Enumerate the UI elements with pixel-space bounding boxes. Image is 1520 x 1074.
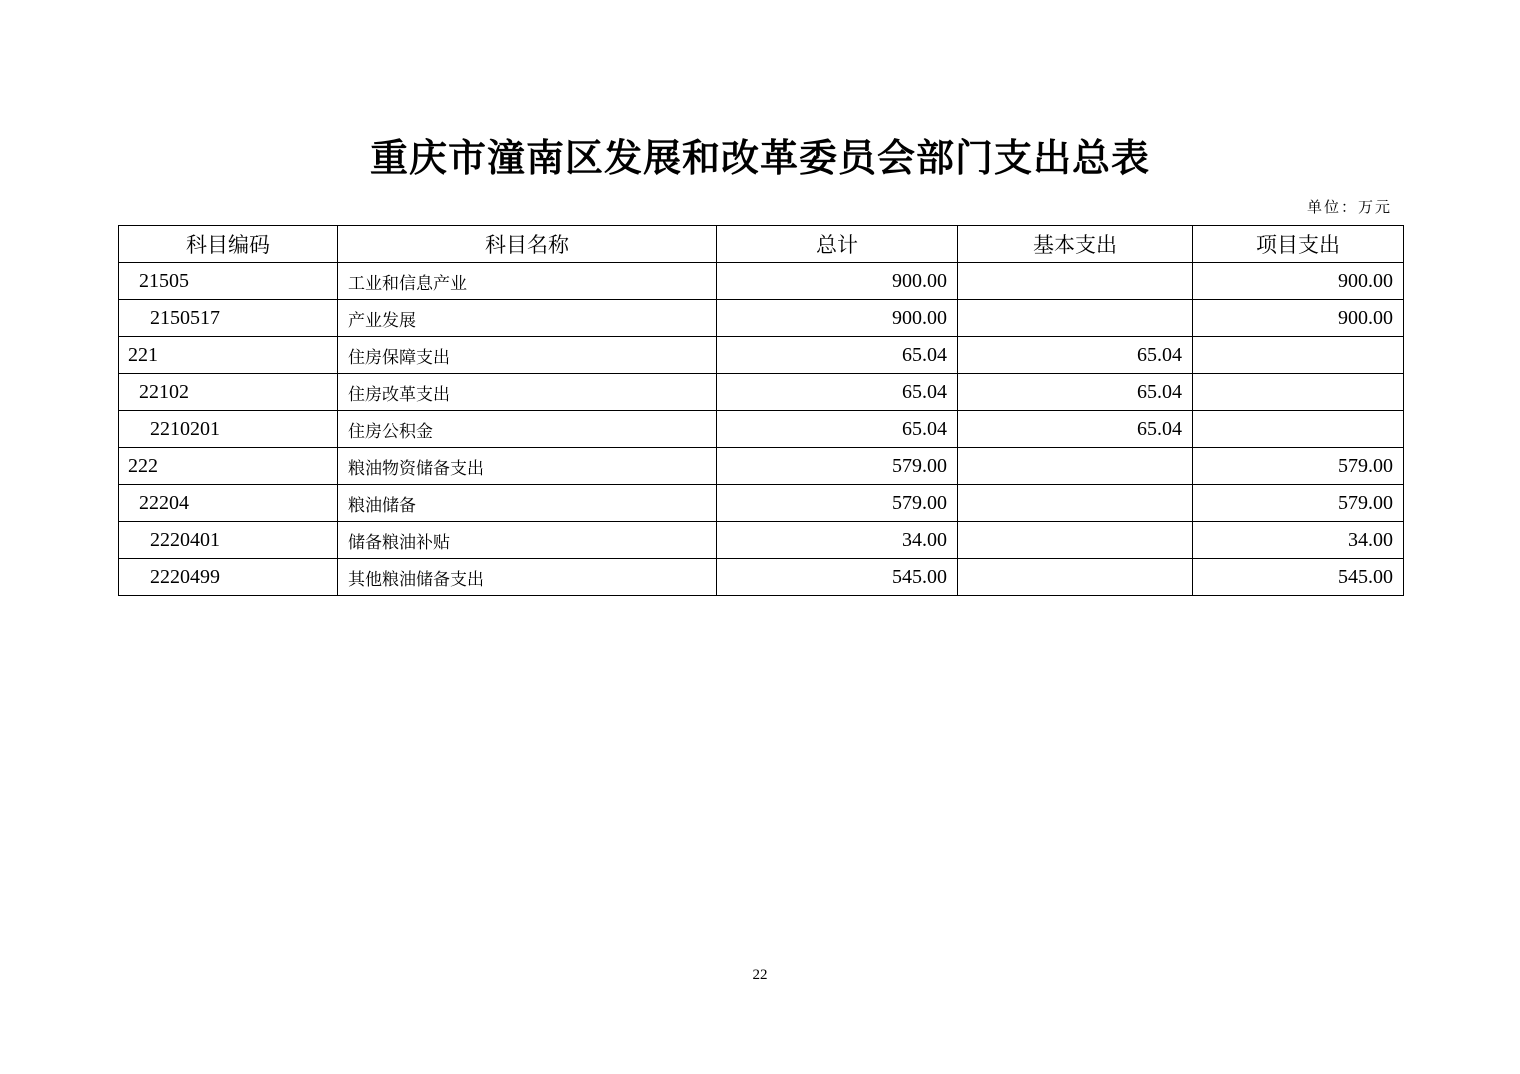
project-expense-cell: 900.00: [1193, 300, 1404, 337]
basic-expense-cell: [958, 448, 1193, 485]
basic-expense-cell: [958, 485, 1193, 522]
table-row: [119, 448, 1404, 485]
table-row: [119, 337, 1404, 374]
table-row: [119, 522, 1404, 559]
table-row: [119, 374, 1404, 411]
total-cell: 900.00: [717, 300, 958, 337]
header-subject-code: 科目编码: [119, 226, 338, 263]
total-cell: 34.00: [717, 522, 958, 559]
subject-name-cell: 粮油储备: [338, 485, 717, 522]
page-title: 重庆市潼南区发展和改革委员会部门支出总表: [369, 135, 1150, 180]
project-expense-cell: [1193, 374, 1404, 411]
basic-expense-cell: 65.04: [958, 411, 1193, 448]
table-body: [119, 263, 1404, 596]
project-expense-cell: [1193, 411, 1404, 448]
subject-code-cell: 222: [119, 448, 338, 485]
table-row: [119, 300, 1404, 337]
subject-code-cell: 2150517: [119, 300, 338, 337]
subject-name-cell: 其他粮油储备支出: [338, 559, 717, 596]
subject-name-cell: 工业和信息产业: [338, 263, 717, 300]
basic-expense-cell: [958, 522, 1193, 559]
subject-code-cell: 21505: [119, 263, 338, 300]
subject-code-cell: 2220499: [119, 559, 338, 596]
basic-expense-cell: [958, 300, 1193, 337]
table-row: [119, 485, 1404, 522]
total-cell: 65.04: [717, 411, 958, 448]
subject-name-cell: 产业发展: [338, 300, 717, 337]
subject-name-cell: 粮油物资储备支出: [338, 448, 717, 485]
total-cell: 579.00: [717, 448, 958, 485]
subject-code-cell: 2210201: [119, 411, 338, 448]
table-header-row: [119, 226, 1404, 263]
header-subject-name: 科目名称: [338, 226, 717, 263]
total-cell: 579.00: [717, 485, 958, 522]
page-number: 22: [752, 967, 768, 983]
subject-code-cell: 221: [119, 337, 338, 374]
total-cell: 900.00: [717, 263, 958, 300]
project-expense-cell: 579.00: [1193, 485, 1404, 522]
basic-expense-cell: [958, 263, 1193, 300]
unit-label: 单位：万元: [1306, 198, 1392, 216]
table-row: [119, 263, 1404, 300]
basic-expense-cell: 65.04: [958, 337, 1193, 374]
project-expense-cell: 579.00: [1193, 448, 1404, 485]
subject-name-cell: 住房保障支出: [338, 337, 717, 374]
total-cell: 65.04: [717, 337, 958, 374]
expense-table: [118, 225, 1404, 596]
header-total: 总计: [717, 226, 958, 263]
project-expense-cell: 900.00: [1193, 263, 1404, 300]
header-basic-expense: 基本支出: [958, 226, 1193, 263]
table-row: [119, 559, 1404, 596]
basic-expense-cell: [958, 559, 1193, 596]
subject-name-cell: 住房公积金: [338, 411, 717, 448]
subject-code-cell: 22102: [119, 374, 338, 411]
basic-expense-cell: 65.04: [958, 374, 1193, 411]
subject-name-cell: 住房改革支出: [338, 374, 717, 411]
header-project-expense: 项目支出: [1193, 226, 1404, 263]
total-cell: 545.00: [717, 559, 958, 596]
project-expense-cell: 34.00: [1193, 522, 1404, 559]
total-cell: 65.04: [717, 374, 958, 411]
project-expense-cell: [1193, 337, 1404, 374]
subject-name-cell: 储备粮油补贴: [338, 522, 717, 559]
subject-code-cell: 22204: [119, 485, 338, 522]
project-expense-cell: 545.00: [1193, 559, 1404, 596]
table-row: [119, 411, 1404, 448]
subject-code-cell: 2220401: [119, 522, 338, 559]
